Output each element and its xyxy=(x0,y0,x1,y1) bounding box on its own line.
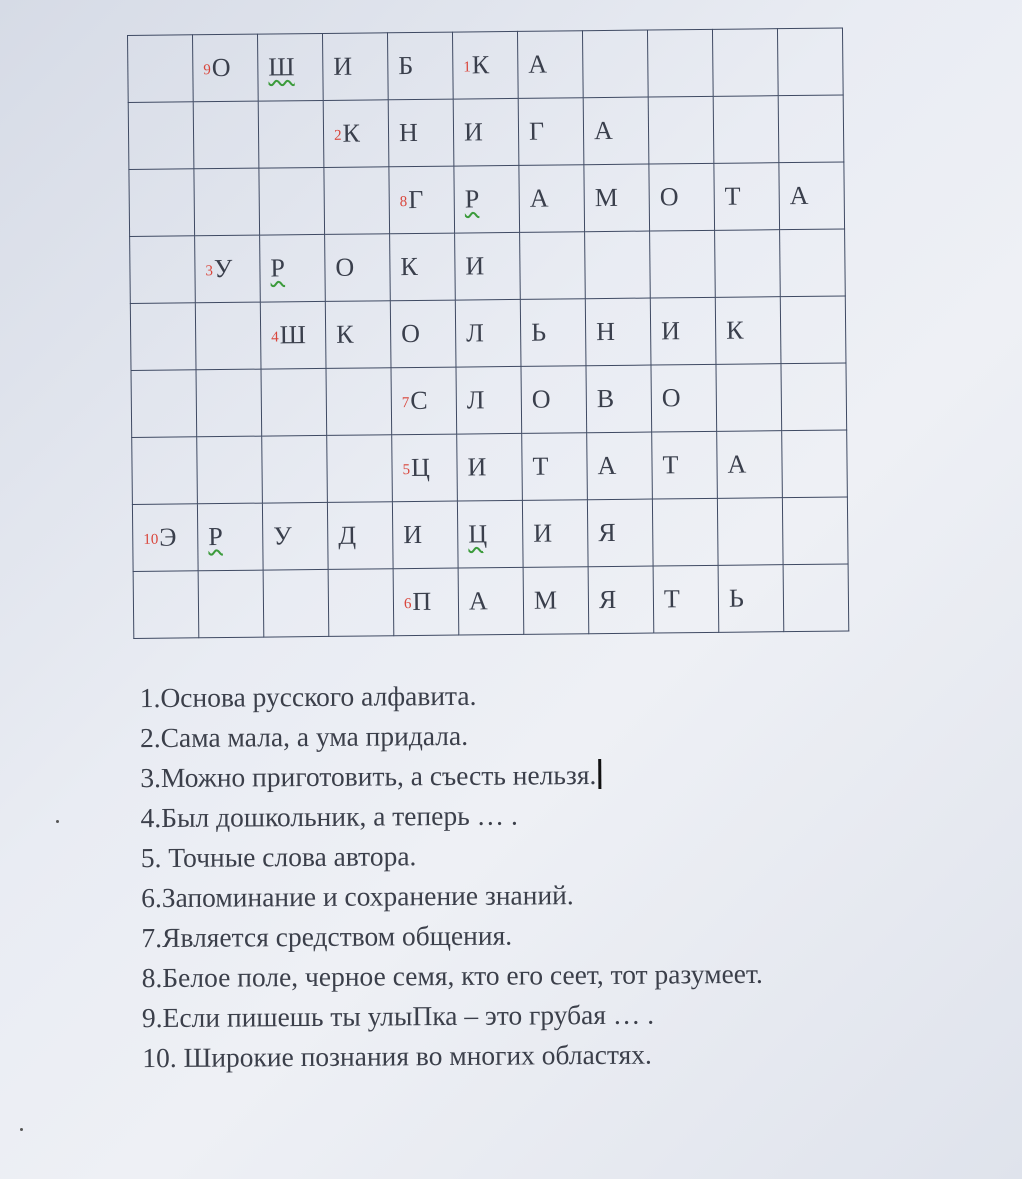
grid-cell xyxy=(195,235,261,303)
clue-number: 2 xyxy=(333,127,342,144)
cell-letter: И xyxy=(403,519,423,550)
grid-cell xyxy=(777,28,843,96)
cell-letter: А xyxy=(529,183,549,213)
cell-letter: Ш xyxy=(268,52,295,82)
grid-cell xyxy=(712,29,778,97)
grid-cell xyxy=(454,165,520,233)
clue-number: 3 xyxy=(205,262,214,279)
grid-cell xyxy=(653,565,719,633)
grid-cell xyxy=(715,230,781,298)
clue-10: 10. Широкие познания во многих областях. xyxy=(142,1038,652,1074)
grid-cell xyxy=(583,97,649,165)
clue-8: 8.Белое поле, черное семя, кто его сеет, тот разумеет. xyxy=(141,957,763,994)
cell-letter: Н xyxy=(595,316,616,347)
grid-cell xyxy=(783,564,849,632)
cell-letter: С xyxy=(410,385,428,416)
grid-cell xyxy=(715,297,781,365)
clues-list xyxy=(140,674,764,1078)
cell-letter: Т xyxy=(663,584,680,614)
grid-cell xyxy=(326,368,392,436)
grid-cell xyxy=(325,301,391,369)
grid-cell xyxy=(258,100,324,168)
grid-cell xyxy=(585,298,651,366)
grid-cell xyxy=(587,432,653,500)
grid-cell xyxy=(128,102,194,170)
grid-cell xyxy=(259,167,325,235)
grid-cell xyxy=(522,500,588,568)
grid-cell xyxy=(648,96,714,164)
grid-cell xyxy=(586,365,652,433)
clue-number: 9 xyxy=(203,61,211,78)
clue-number: 7 xyxy=(401,394,410,411)
clue-number: 8 xyxy=(399,193,408,210)
grid-cell xyxy=(649,163,715,231)
cell-letter: О xyxy=(531,384,551,414)
grid-cell xyxy=(261,368,327,436)
grid-cell xyxy=(520,232,586,300)
cell-letter: О xyxy=(400,318,421,349)
grid-cell xyxy=(323,100,389,168)
grid-cell xyxy=(132,437,198,505)
cell-letter: И xyxy=(465,251,485,281)
cell-letter: Н xyxy=(398,117,418,148)
grid-cell xyxy=(132,504,198,572)
grid-cell xyxy=(520,299,586,367)
grid-cell xyxy=(455,232,521,300)
grid-cell xyxy=(587,499,653,567)
cell-letter: Р xyxy=(270,253,286,283)
clue-1: 1.Основа русского алфавита. xyxy=(139,679,477,714)
grid-cell xyxy=(650,297,716,365)
cell-letter: Ш xyxy=(279,320,307,350)
cell-letter: О xyxy=(335,252,355,282)
clue-5: 5. Точные слова автора. xyxy=(140,840,417,874)
grid-cell xyxy=(130,236,196,304)
grid-cell xyxy=(716,364,782,432)
grid-cell xyxy=(133,571,199,639)
grid-cell xyxy=(325,234,391,302)
grid-cell xyxy=(717,431,783,499)
cell-letter: К xyxy=(725,315,744,345)
speck xyxy=(56,820,59,823)
cell-letter: Ь xyxy=(728,583,745,613)
clue-number: 1 xyxy=(463,58,471,75)
cell-letter: А xyxy=(468,586,488,616)
grid-cell xyxy=(517,31,583,99)
grid-cell xyxy=(521,366,587,434)
cell-letter: И xyxy=(463,117,483,147)
cell-letter: А xyxy=(789,180,809,211)
clue-number: 4 xyxy=(271,328,279,346)
grid-row xyxy=(128,28,844,102)
grid-cell xyxy=(391,367,457,435)
grid-cell xyxy=(782,430,848,498)
cell-letter: Т xyxy=(532,451,549,481)
grid-cell xyxy=(650,230,716,298)
clue-number: 10 xyxy=(143,531,159,548)
grid-cell xyxy=(327,435,393,503)
grid-cell xyxy=(392,434,458,502)
crossword-grid xyxy=(127,28,849,639)
grid-cell xyxy=(780,296,846,364)
grid-cell xyxy=(780,229,846,297)
grid-cell xyxy=(779,162,845,230)
clue-4: 4.Был дошкольник, а теперь … . xyxy=(140,799,518,834)
grid-cell xyxy=(322,33,388,101)
grid-cell xyxy=(519,165,585,233)
grid-cell xyxy=(457,433,523,501)
cell-letter: И xyxy=(533,518,553,548)
cell-letter: М xyxy=(533,585,558,615)
grid-cell xyxy=(392,501,458,569)
grid-cell xyxy=(197,436,263,504)
cell-letter: О xyxy=(661,383,681,413)
cell-letter: У xyxy=(273,521,292,551)
grid-cell xyxy=(782,497,848,565)
cell-letter: Г xyxy=(408,184,424,215)
cell-letter: Р xyxy=(208,522,223,552)
grid-cell xyxy=(584,164,650,232)
grid-cell xyxy=(195,302,261,370)
grid-cell xyxy=(260,301,326,369)
cell-letter: У xyxy=(213,253,233,284)
cell-letter: К xyxy=(342,118,361,148)
cell-letter: А xyxy=(593,115,613,146)
grid-cell xyxy=(263,569,329,637)
grid-cell xyxy=(130,303,196,371)
cell-letter: Ь xyxy=(530,317,547,347)
grid-cell xyxy=(196,369,262,437)
clue-2: 2.Сама мала, а ума придала. xyxy=(139,719,469,754)
grid-cell xyxy=(193,101,259,169)
grid-row xyxy=(129,162,845,236)
grid-cell xyxy=(262,435,328,503)
text-cursor xyxy=(598,759,601,789)
cell-letter: Т xyxy=(662,450,679,480)
cell-letter: В xyxy=(596,383,615,414)
grid-cell xyxy=(197,503,263,571)
cell-letter: Л xyxy=(465,318,484,348)
grid-cell xyxy=(651,364,717,432)
grid-cell xyxy=(387,32,453,100)
grid-cell xyxy=(393,568,459,636)
grid-cell xyxy=(194,168,260,236)
grid-cell xyxy=(588,566,654,634)
cell-letter: А xyxy=(528,49,548,79)
grid-row xyxy=(130,296,846,370)
grid-cell xyxy=(455,299,521,367)
grid-cell xyxy=(389,166,455,234)
cell-letter: Л xyxy=(466,385,485,415)
grid-cell xyxy=(129,169,195,237)
cell-letter: К xyxy=(335,319,354,349)
cell-letter: И xyxy=(660,316,681,346)
cell-letter: Г xyxy=(528,116,545,146)
grid-cell xyxy=(128,35,194,103)
grid-cell xyxy=(778,95,844,163)
grid-cell xyxy=(193,34,259,102)
grid-cell xyxy=(328,569,394,637)
grid-cell xyxy=(257,33,323,101)
clue-7: 7.Является средством общения. xyxy=(141,919,513,954)
grid-cell xyxy=(131,370,197,438)
clue-9: 9.Если пишешь ты улыПка – это грубая … . xyxy=(141,998,655,1034)
cell-letter: О xyxy=(211,52,231,83)
grid-cell xyxy=(523,567,589,635)
grid-row xyxy=(133,564,849,638)
cell-letter: Я xyxy=(598,584,617,615)
grid-row xyxy=(132,497,848,571)
cell-letter: А xyxy=(727,449,747,479)
grid-cell xyxy=(652,431,718,499)
grid-row xyxy=(128,95,844,169)
clue-number: 5 xyxy=(402,461,411,478)
grid-cell xyxy=(652,498,718,566)
clue-6: 6.Запоминание и сохранение знаний. xyxy=(141,879,574,914)
grid-cell xyxy=(585,231,651,299)
cell-letter: М xyxy=(594,182,619,213)
cell-letter: Я xyxy=(598,517,616,548)
clue-number: 6 xyxy=(403,595,412,612)
grid-cell xyxy=(713,96,779,164)
speck xyxy=(20,1128,23,1131)
grid-cell xyxy=(522,433,588,501)
cell-letter: Ц xyxy=(468,519,488,549)
grid-cell xyxy=(262,502,328,570)
cell-letter: Б xyxy=(398,51,414,81)
cell-letter: Д xyxy=(338,520,357,550)
grid-cell xyxy=(453,98,519,166)
cell-letter: Р xyxy=(464,184,480,214)
grid-cell xyxy=(582,30,648,98)
cell-letter: К xyxy=(471,50,490,80)
grid-cell xyxy=(452,31,518,99)
grid-row xyxy=(130,229,846,303)
cell-letter: Э xyxy=(159,522,177,552)
clue-3-text: 3.Можно приготовить, а съесть нельзя. xyxy=(140,758,597,794)
grid-cell xyxy=(781,363,847,431)
grid-cell xyxy=(647,29,713,97)
grid-cell xyxy=(518,98,584,166)
grid-cell xyxy=(718,565,784,633)
clue-3 xyxy=(140,754,761,798)
grid-cell xyxy=(260,234,326,302)
cell-letter: К xyxy=(400,251,418,282)
grid-cell xyxy=(388,99,454,167)
cell-letter: О xyxy=(659,182,679,212)
cell-letter: А xyxy=(597,450,617,481)
cell-letter: Ц xyxy=(410,452,430,483)
grid-cell xyxy=(714,163,780,231)
grid-cell xyxy=(198,570,264,638)
grid-cell xyxy=(717,498,783,566)
grid-cell xyxy=(327,502,393,570)
grid-row xyxy=(132,430,848,504)
cell-letter: Т xyxy=(724,181,741,211)
grid-cell xyxy=(457,500,523,568)
cell-letter: И xyxy=(333,51,353,81)
cell-letter: И xyxy=(467,452,487,482)
grid-cell xyxy=(390,300,456,368)
grid-row xyxy=(131,363,847,437)
grid-cell xyxy=(324,167,390,235)
grid-cell xyxy=(458,567,524,635)
cell-letter: П xyxy=(412,586,432,617)
grid-cell xyxy=(456,366,522,434)
grid-cell xyxy=(390,233,456,301)
